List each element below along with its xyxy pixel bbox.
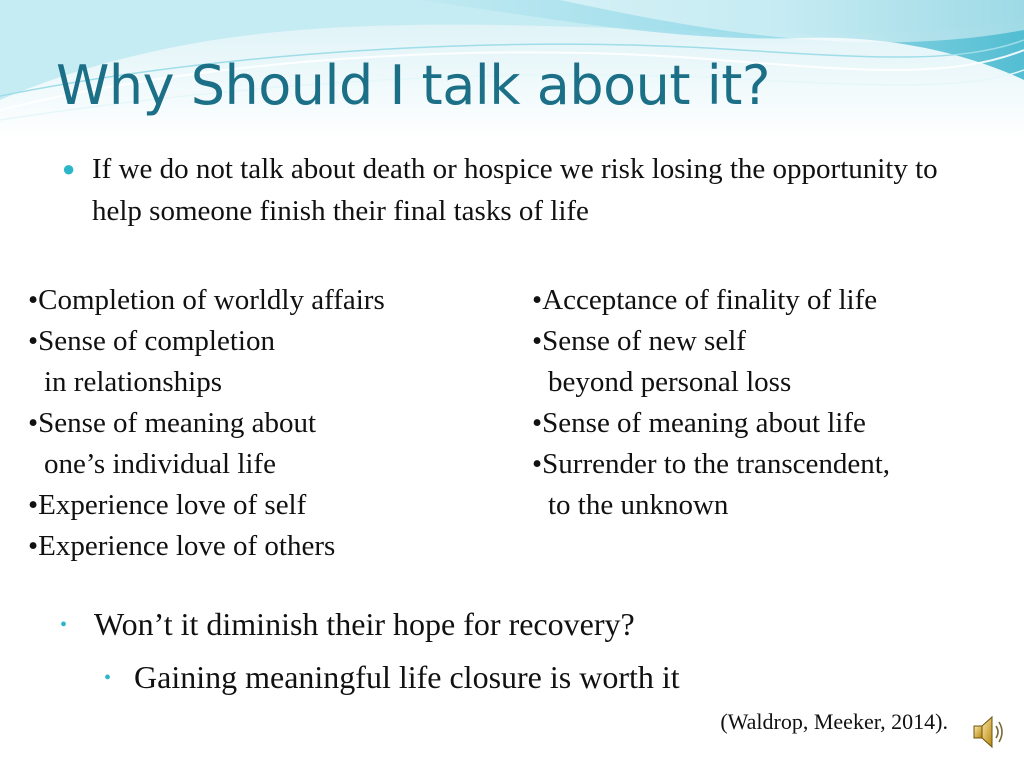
final-task-line: •Sense of completion <box>28 325 275 357</box>
final-task-line: •Completion of worldly affairs <box>28 284 385 316</box>
final-task-line: •Experience love of others <box>28 530 336 562</box>
question-bullet-item <box>60 602 635 650</box>
answer-bullet-item <box>104 655 680 703</box>
final-task-line: one’s individual life <box>44 448 276 480</box>
final-task-line: beyond personal loss <box>548 366 792 398</box>
slide-title: Why Should I talk about it? <box>56 54 771 117</box>
speaker-icon[interactable] <box>972 714 1006 750</box>
answer-text: Gaining meaningful life closure is worth it <box>134 659 680 695</box>
final-tasks-left-column <box>28 280 385 567</box>
bullet-icon: ● <box>62 156 76 181</box>
intro-text: If we do not talk about death or hospice we risk losing the opportunity to help someone finish their final tasks of life <box>92 153 938 227</box>
final-tasks-right-column <box>532 280 890 526</box>
final-task-line: to the unknown <box>548 489 729 521</box>
question-text: Won’t it diminish their hope for recovery? <box>94 606 635 642</box>
final-task-line: in relationships <box>44 366 223 398</box>
final-task-line: •Acceptance of finality of life <box>532 284 878 316</box>
final-task-line: •Surrender to the transcendent, <box>532 448 891 480</box>
citation: (Waldrop, Meeker, 2014). <box>720 709 948 734</box>
bullet-icon: • <box>104 666 112 689</box>
final-task-line: •Sense of meaning about <box>28 407 317 439</box>
intro-bullet-item <box>62 148 962 232</box>
final-task-line: •Experience love of self <box>28 489 307 521</box>
bullet-icon: • <box>60 613 68 636</box>
final-task-line: •Sense of new self <box>532 325 746 357</box>
final-task-line: •Sense of meaning about life <box>532 407 866 439</box>
